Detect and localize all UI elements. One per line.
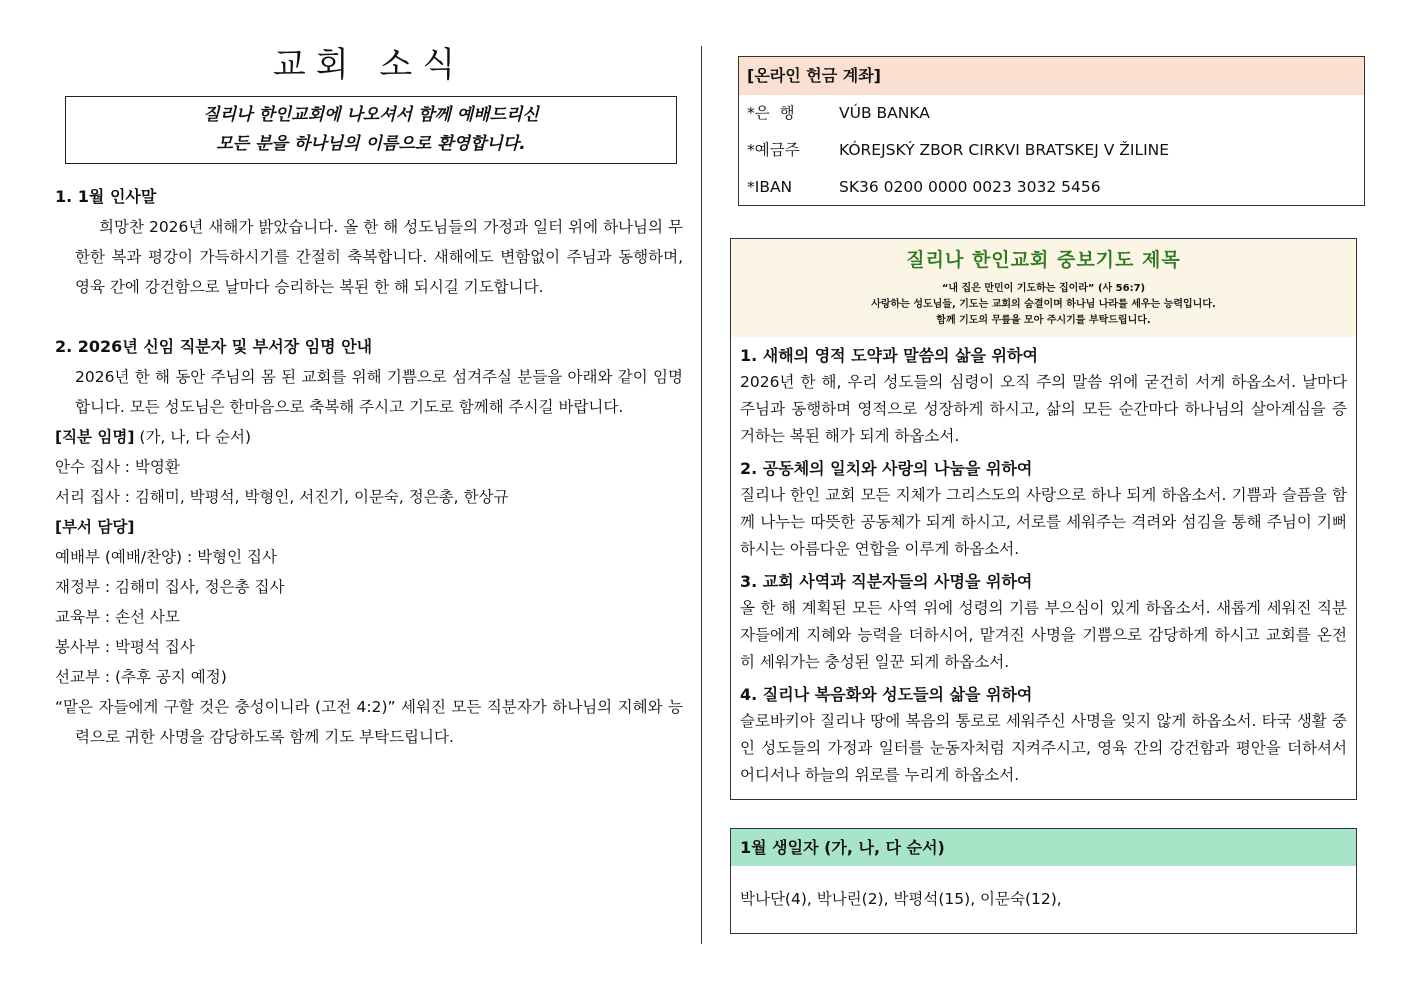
account-value: KÓREJSKÝ ZBOR CIRKVI BRATSKEJ V ŽILINE (839, 141, 1170, 159)
account-label: *은 행 (747, 104, 795, 122)
dept-education: 교육부 : 손선 사모 (55, 608, 180, 626)
verse-text: “맡은 자들에게 구할 것은 충성이니라 (고전 4:2)” 세워진 모든 직분자가 하나님의 지혜와 능력으로 귀한 사명을 감당하도록 함께 기도 부탁드립니다. (55, 698, 683, 746)
column-divider (701, 46, 702, 944)
seori-line: 서리 집사 : 김해미, 박평석, 박형인, 서진기, 이문숙, 정은총, 한상규 (55, 488, 509, 506)
prayer-item-text: 슬로바키아 질리나 땅에 복음의 통로로 세워주신 사명을 잊지 않게 하옵소서. 타국 생활 중인 성도들의 가정과 일터를 눈동자처럼 지켜주시고, 영육 간의 강건함과 평안을 더하셔서 어디서나 하늘의 위로를 누리게 하옵소서. (740, 712, 1347, 784)
appoint-heading (55, 422, 683, 452)
church-news-column (55, 40, 683, 752)
prayer-item-title: 2. 공동체의 일치와 사랑의 나눔을 위하여 (740, 459, 1033, 478)
prayer-sub-line: 사랑하는 성도님들, 기도는 교회의 숨결이며 하나님 나라를 세우는 능력입니다. (871, 299, 1216, 310)
prayer-header (731, 239, 1356, 337)
prayer-requests-box (730, 238, 1357, 800)
dept-finance: 재정부 : 김해미 집사, 정은총 집사 (55, 578, 285, 596)
birthday-title: 1월 생일자 (가, 나, 다 순서) (731, 829, 1356, 866)
account-row-iban (739, 169, 1364, 206)
appoint-label: [직분 임명] (55, 428, 135, 446)
prayer-item-title: 4. 질리나 복음화와 성도들의 삶을 위하여 (740, 685, 1033, 704)
anshu-line: 안수 집사 : 박영환 (55, 458, 180, 476)
birthday-box (730, 828, 1357, 934)
prayer-item-title: 3. 교회 사역과 직분자들의 사명을 위하여 (740, 572, 1033, 591)
prayer-title: 질리나 한인교회 중보기도 제목 (906, 249, 1181, 271)
prayer-item-text: 2026년 한 해, 우리 성도들의 심령이 오직 주의 말씀 위에 굳건히 서게 하옵소서. 날마다 주님과 동행하며 영적으로 성장하게 하시고, 삶의 모든 순간마다 하나님의 살아계심을 증거하는 복된 해가 되게 하옵소서. (740, 373, 1347, 445)
section1-text: 희망찬 2026년 새해가 밝았습니다. 올 한 해 성도님들의 가정과 일터 위에 하나님의 무한한 복과 평강이 가득하시기를 간절히 축복합니다. 새해에도 변함없이 주님과 동행하며, 영육 간에 강건함으로 날마다 승리하는 복된 한 해 되시길 기도합니다. (75, 218, 683, 296)
account-label: *예금주 (747, 141, 800, 159)
section2-text: 2026년 한 해 동안 주님의 몸 된 교회를 위해 기쁨으로 섬겨주실 분들을 아래와 같이 임명합니다. 모든 성도님은 한마음으로 축복해 주시고 기도로 함께해 주시길 바랍니다. (75, 368, 683, 416)
section2-title: 2. 2026년 신임 직분자 및 부서장 임명 안내 (55, 337, 373, 356)
prayer-item-text: 질리나 한인 교회 모든 지체가 그리스도의 사랑으로 하나 되게 하옵소서. 기쁨과 슬픔을 함께 나누는 따뜻한 공동체가 되게 하시고, 서로를 세워주는 격려와 섬김을 통해 주님이 기뻐하시는 아름다운 연합을 이루게 하옵소서. (740, 486, 1347, 558)
prayer-sub-line: 함께 기도의 무릎을 모아 주시기를 부탁드립니다. (936, 315, 1151, 326)
prayer-item-text: 올 한 해 계획된 모든 사역 위에 성령의 기름 부으심이 있게 하옵소서. 새롭게 세워진 직분자들에게 지혜와 능력을 더하시어, 맡겨진 사명을 기쁨으로 감당하게 하시고 교회를 온전히 세워가는 충성된 일꾼 되게 하옵소서. (740, 599, 1347, 671)
page-title: 교회 소식 (272, 45, 466, 85)
appoint-order: (가, 나, 다 순서) (134, 428, 251, 446)
online-offering-account (738, 56, 1365, 206)
account-title: [온라인 헌금 계좌] (739, 57, 1364, 95)
account-value: VÚB BANKA (839, 104, 930, 122)
birthday-list: 박나단(4), 박나린(2), 박평석(15), 이문숙(12), (740, 890, 1062, 908)
dept-label: [부서 담당] (55, 518, 135, 536)
prayer-list (731, 337, 1356, 789)
welcome-line-2: 모든 분을 하나님의 이름으로 환영합니다. (216, 134, 526, 154)
account-label: *IBAN (747, 178, 793, 196)
dept-service: 봉사부 : 박평석 집사 (55, 638, 195, 656)
dept-worship: 예배부 (예배/찬양) : 박형인 집사 (55, 548, 277, 566)
account-row-bank (739, 95, 1364, 132)
welcome-box (65, 96, 677, 164)
account-value: SK36 0200 0000 0023 3032 5456 (839, 178, 1101, 196)
welcome-line-1: 질리나 한인교회에 나오셔서 함께 예배드리신 (203, 105, 539, 125)
section1-title: 1. 1월 인사말 (55, 187, 157, 206)
dept-mission: 선교부 : (추후 공지 예정) (55, 668, 227, 686)
account-row-holder (739, 132, 1364, 169)
prayer-verse: “내 집은 만민이 기도하는 집이라” (사 56:7) (941, 283, 1146, 294)
prayer-item-title: 1. 새해의 영적 도약과 말씀의 삶을 위하여 (740, 346, 1038, 365)
